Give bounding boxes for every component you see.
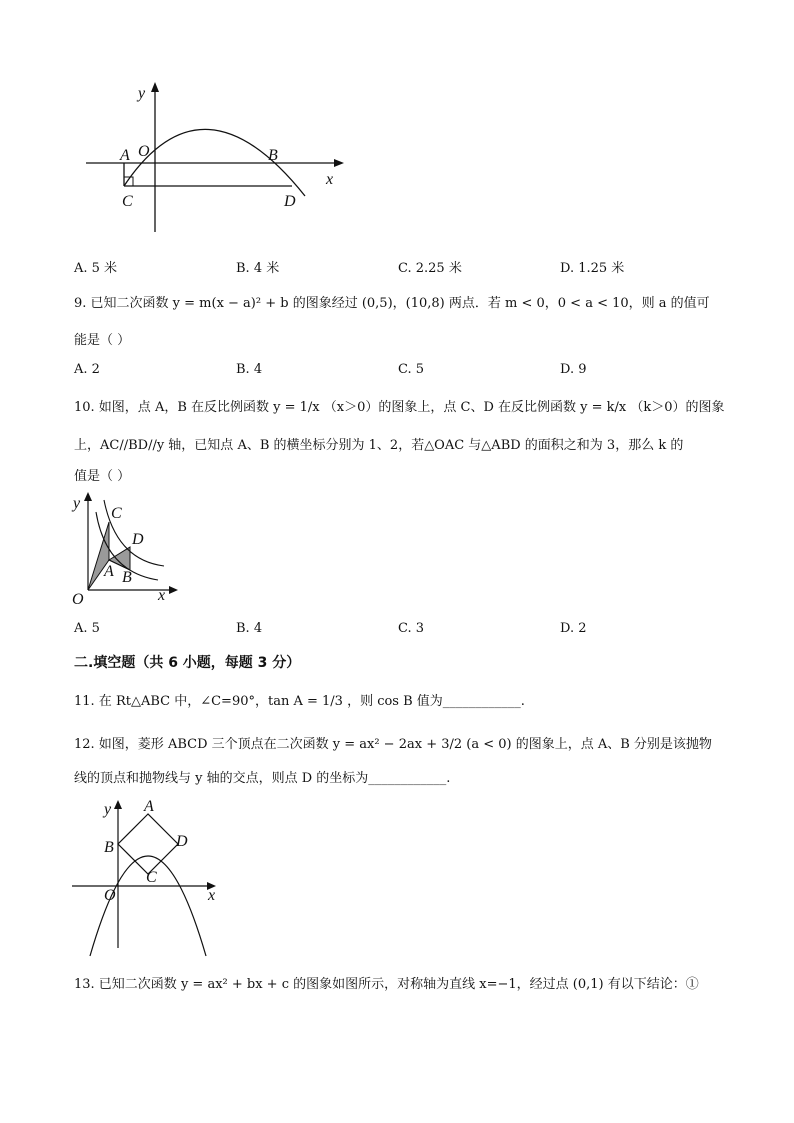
axis-label-y: y — [138, 85, 146, 102]
point-label-D: D — [132, 531, 144, 548]
q9-option-d: D. 9 — [560, 362, 587, 377]
figure-q8-parabola — [80, 80, 360, 240]
section-heading-fill-in: 二.填空题（共 6 小题，每题 3 分） — [74, 655, 301, 671]
q9-option-b: B. 4 — [236, 362, 263, 377]
point-label-C: C — [111, 505, 122, 522]
q9-option-a: A. 2 — [74, 362, 100, 377]
axis-label-y: y — [73, 495, 81, 512]
q10-text-line3: 值是（ ） — [74, 469, 131, 484]
q10-option-a: A. 5 — [74, 621, 100, 636]
point-label-O: O — [138, 143, 150, 160]
q8-option-d: D. 1.25 米 — [560, 261, 625, 276]
q10-option-c: C. 3 — [398, 621, 425, 636]
point-label-A: A — [144, 798, 154, 815]
figure-q12-rhombus-parabola — [70, 796, 230, 956]
point-label-O: O — [72, 591, 84, 608]
figure-q10-hyperbola — [68, 490, 188, 610]
q13-text: 13. 已知二次函数 y = ax² + bx + c 的图象如图所示，对称轴为直线 x=−1，经过点 (0,1) 有以下结论：① — [74, 977, 699, 992]
point-label-A: A — [120, 147, 130, 164]
q10-text-line1: 10. 如图，点 A，B 在反比例函数 y = 1/x （x＞0）的图象上，点 C、D 在反比例函数 y = k/x （k＞0）的图象 — [74, 400, 725, 415]
q12-text-line1: 12. 如图，菱形 ABCD 三个顶点在二次函数 y = ax² − 2ax + 3/2 (a < 0) 的图象上，点 A、B 分别是该抛物 — [74, 737, 712, 752]
point-label-D: D — [176, 833, 188, 850]
axis-label-x: x — [158, 587, 166, 604]
axis-label-x: x — [326, 171, 334, 188]
q9-text-line1: 9. 已知二次函数 y = m(x − a)² + b 的图象经过 (0,5)，(10,8) 两点．若 m < 0，0 < a < 10，则 a 的值可 — [74, 296, 710, 311]
q10-option-b: B. 4 — [236, 621, 263, 636]
q9-option-c: C. 5 — [398, 362, 425, 377]
point-label-B: B — [268, 147, 278, 164]
point-label-D: D — [284, 193, 296, 210]
point-label-C: C — [122, 193, 133, 210]
point-label-A: A — [104, 563, 114, 580]
q10-option-d: D. 2 — [560, 621, 587, 636]
point-label-C: C — [146, 869, 157, 886]
q12-text-line2: 线的顶点和抛物线与 y 轴的交点，则点 D 的坐标为____________. — [74, 771, 451, 786]
q11-text: 11. 在 Rt△ABC 中，∠C=90°，tan A = 1/3 ，则 cos B 值为____________. — [74, 694, 525, 709]
q8-option-c: C. 2.25 米 — [398, 261, 462, 276]
q8-option-a: A. 5 米 — [74, 261, 118, 276]
q9-text-line2: 能是（ ） — [74, 333, 131, 348]
point-label-B: B — [122, 569, 132, 586]
q8-option-b: B. 4 米 — [236, 261, 280, 276]
point-label-O: O — [104, 887, 116, 904]
point-label-B: B — [104, 839, 114, 856]
axis-label-y: y — [104, 801, 112, 818]
q10-text-line2: 上，AC//BD//y 轴，已知点 A、B 的横坐标分别为 1、2，若△OAC 与△ABD 的面积之和为 3，那么 k 的 — [74, 438, 684, 453]
axis-label-x: x — [208, 887, 216, 904]
